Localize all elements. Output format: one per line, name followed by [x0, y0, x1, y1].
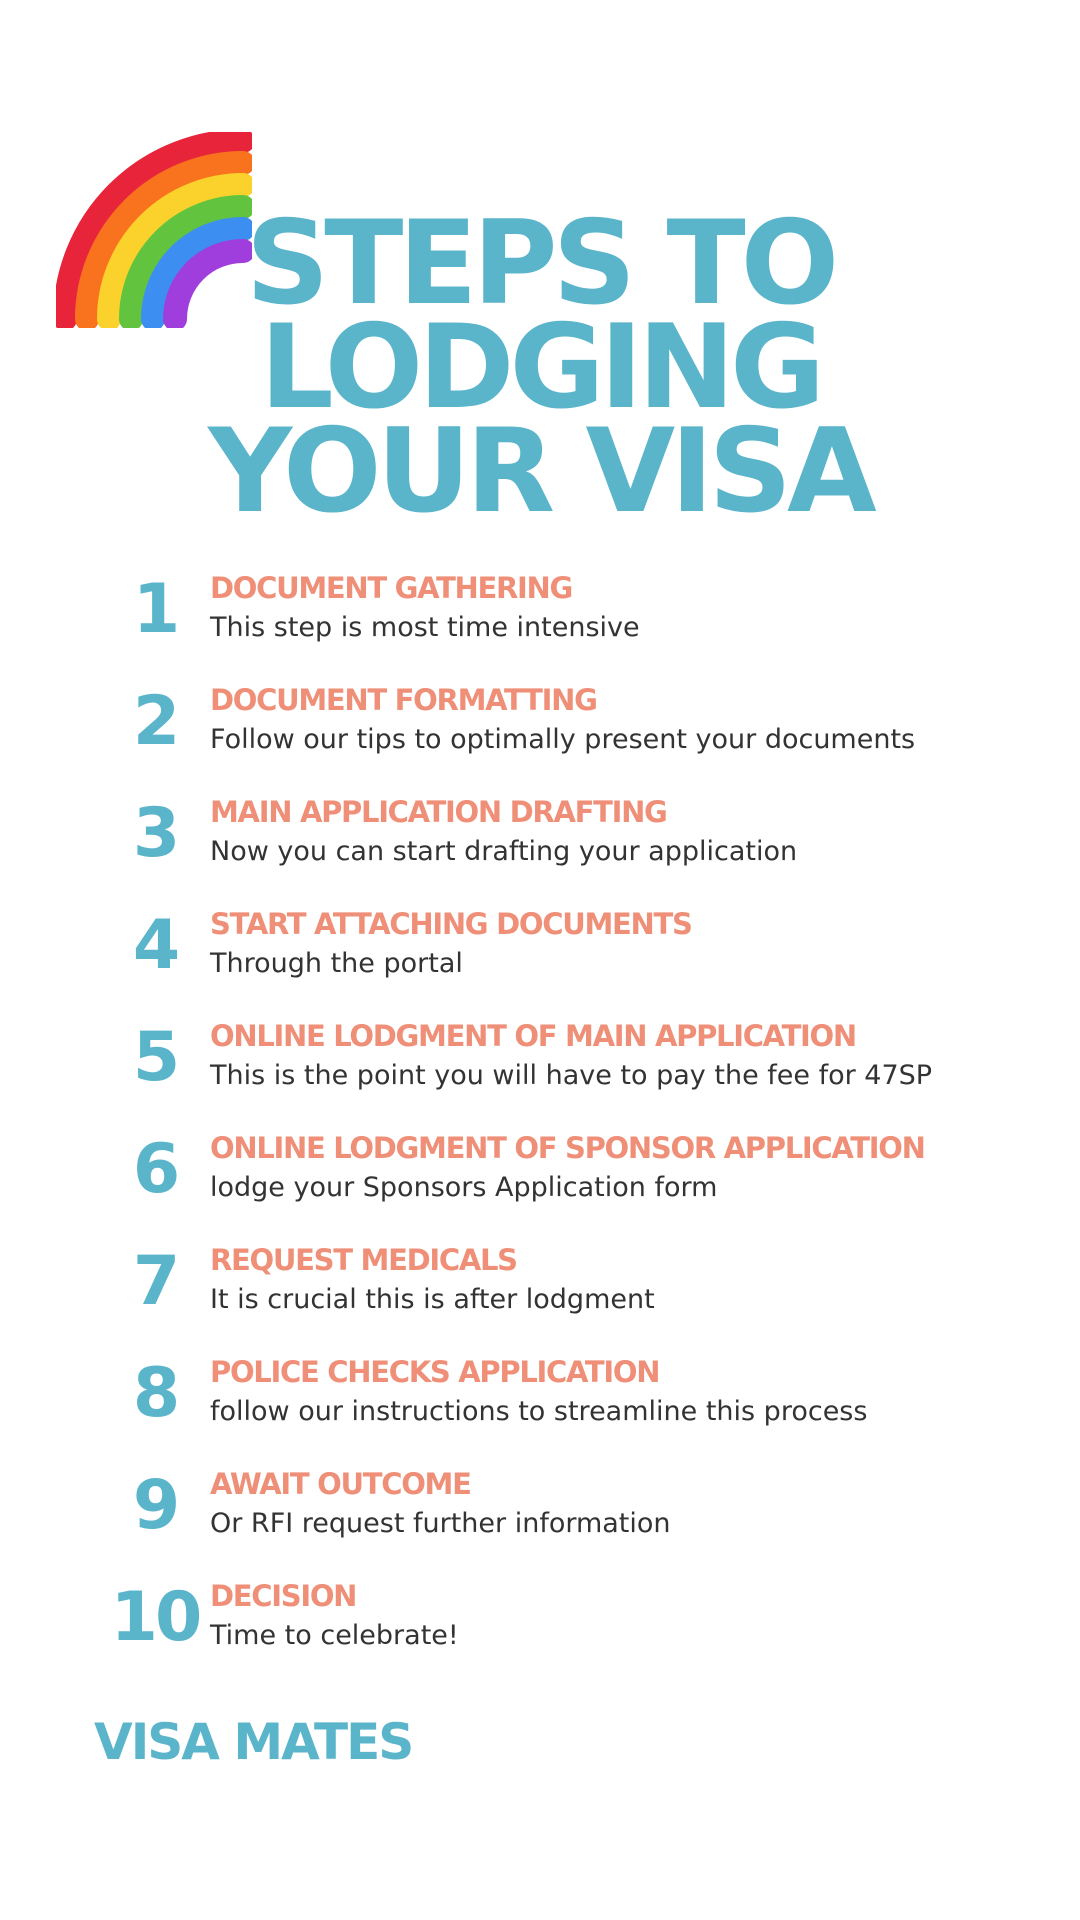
step-number: 9	[132, 1466, 178, 1545]
step-title: DECISION	[210, 1579, 357, 1613]
step-number: 8	[132, 1354, 178, 1433]
step-description: This step is most time intensive	[210, 612, 640, 643]
step-8	[0, 1352, 1080, 1464]
step-description: Now you can start drafting your application	[210, 836, 798, 867]
step-description: It is crucial this is after lodgment	[210, 1284, 655, 1315]
page-title	[150, 196, 930, 539]
step-7	[0, 1240, 1080, 1352]
step-6	[0, 1128, 1080, 1240]
step-description: Follow our tips to optimally present your documents	[210, 724, 916, 755]
step-number: 10	[110, 1578, 200, 1657]
step-2	[0, 680, 1080, 792]
step-description: follow our instructions to streamline this process	[210, 1396, 868, 1427]
brand-logo-text: VISA MATES	[94, 1713, 413, 1771]
step-4	[0, 904, 1080, 1016]
step-number: 5	[132, 1018, 178, 1097]
step-description: Or RFI request further information	[210, 1508, 671, 1539]
step-9	[0, 1464, 1080, 1576]
title-line-3: YOUR VISA	[208, 404, 872, 539]
step-number: 7	[132, 1242, 178, 1321]
step-5	[0, 1016, 1080, 1128]
title-line-1: STEPS TO	[245, 196, 835, 331]
step-title: POLICE CHECKS APPLICATION	[210, 1355, 660, 1389]
step-title: DOCUMENT FORMATTING	[210, 683, 597, 717]
step-description: lodge your Sponsors Application form	[210, 1172, 718, 1203]
step-title: ONLINE LODGMENT OF MAIN APPLICATION	[210, 1019, 856, 1053]
step-number: 1	[132, 570, 178, 649]
step-title: ONLINE LODGMENT OF SPONSOR APPLICATION	[210, 1131, 925, 1165]
step-1	[0, 568, 1080, 680]
step-title: DOCUMENT GATHERING	[210, 571, 573, 605]
title-line-2: LODGING	[259, 300, 821, 435]
step-number: 6	[132, 1130, 178, 1209]
step-description: Through the portal	[210, 948, 463, 979]
step-title: AWAIT OUTCOME	[210, 1467, 471, 1501]
step-description: This is the point you will have to pay the fee for 47SP	[210, 1060, 933, 1091]
step-10	[0, 1576, 1080, 1688]
step-number: 2	[132, 682, 178, 761]
step-title: MAIN APPLICATION DRAFTING	[210, 795, 667, 829]
step-description: Time to celebrate!	[210, 1620, 459, 1651]
steps-list	[0, 568, 1080, 1688]
step-number: 4	[132, 906, 178, 985]
step-title: REQUEST MEDICALS	[210, 1243, 517, 1277]
step-3	[0, 792, 1080, 904]
step-title: START ATTACHING DOCUMENTS	[210, 907, 692, 941]
step-number: 3	[132, 794, 178, 873]
